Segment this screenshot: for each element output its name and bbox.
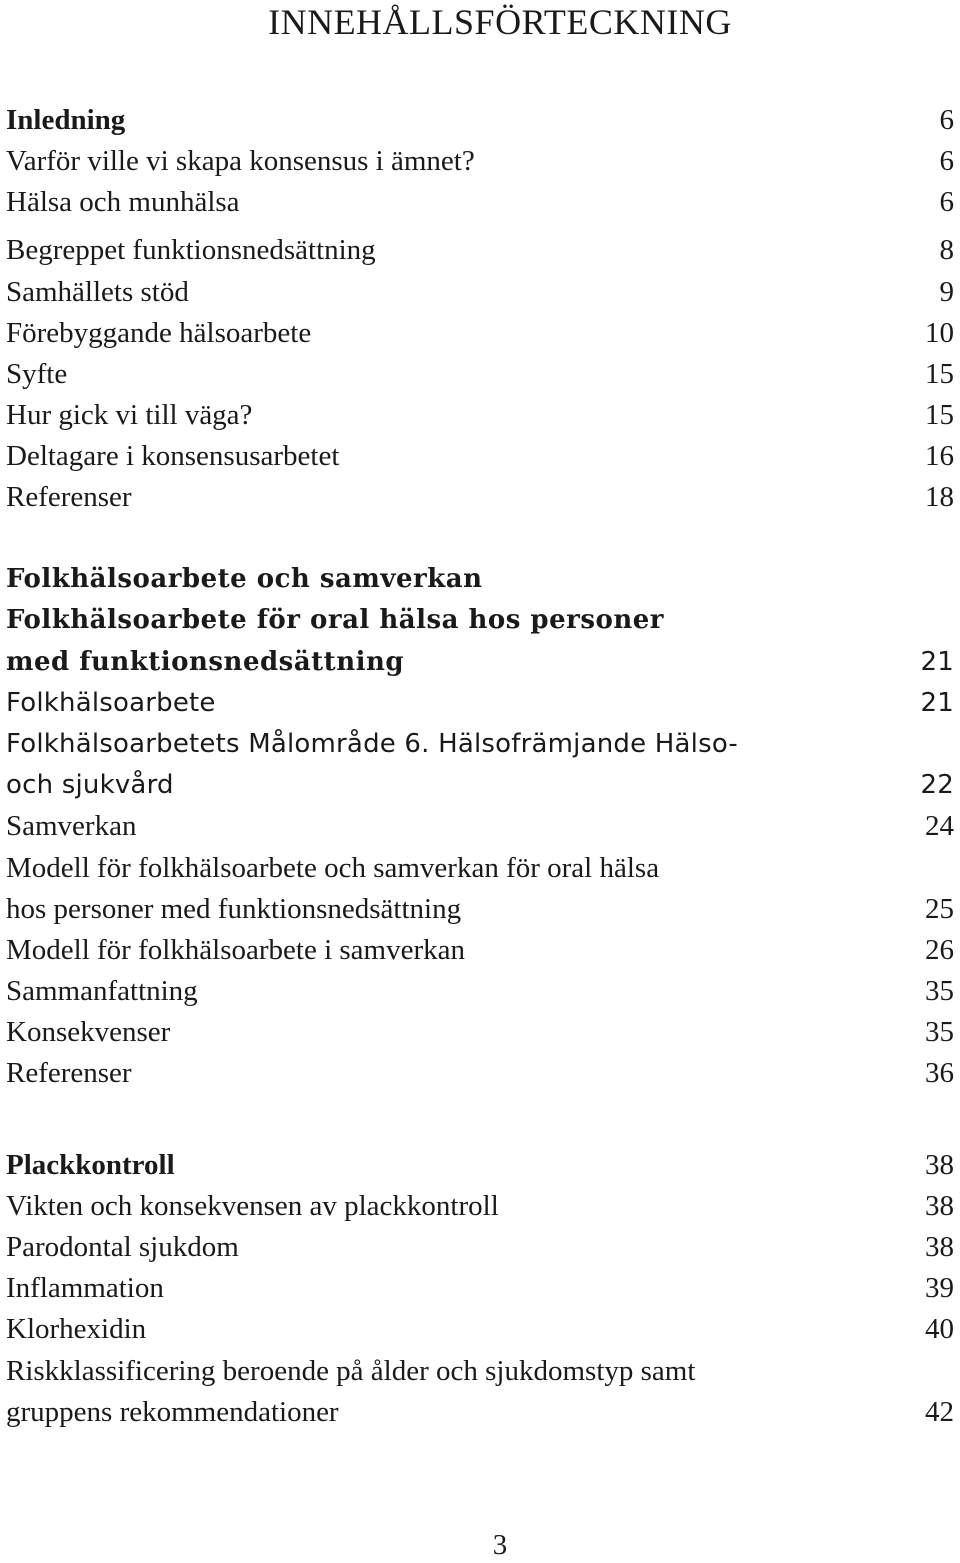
toc-entry-page: 15 bbox=[925, 399, 954, 431]
toc-entry-label: hos personer med funktionsnedsättning bbox=[6, 893, 462, 925]
toc-entry-label: Hur gick vi till väga? bbox=[6, 399, 253, 431]
toc-entry[interactable] bbox=[6, 930, 954, 971]
toc-entry-page: 6 bbox=[939, 145, 954, 177]
toc-entry-label: Samverkan bbox=[6, 810, 137, 842]
toc-entry-page: 26 bbox=[925, 934, 954, 966]
toc-entry-label: Hälsa och munhälsa bbox=[6, 186, 240, 218]
toc-entry-page: 9 bbox=[939, 276, 954, 308]
toc-entry[interactable] bbox=[6, 182, 954, 223]
toc-entry[interactable] bbox=[6, 313, 954, 354]
toc-entry-label: Vikten och konsekvensen av plackkontroll bbox=[6, 1190, 499, 1222]
toc-entry[interactable] bbox=[6, 1145, 954, 1186]
toc-entry[interactable] bbox=[6, 642, 954, 683]
toc-entry[interactable] bbox=[6, 1268, 954, 1309]
toc-entry[interactable] bbox=[6, 1053, 954, 1094]
toc-entry[interactable] bbox=[6, 806, 954, 847]
toc-entry-page: 24 bbox=[925, 810, 954, 842]
toc-entry[interactable] bbox=[6, 848, 954, 889]
toc-entry[interactable] bbox=[6, 1392, 954, 1433]
toc-entry[interactable] bbox=[6, 272, 954, 313]
page-number: 3 bbox=[492, 1529, 508, 1561]
toc-entry-label: Klorhexidin bbox=[6, 1313, 147, 1345]
toc-entry[interactable] bbox=[6, 1351, 954, 1392]
toc-entry-label: Folkhälsoarbetets Målområde 6. Hälsofrämjande Hälso- bbox=[6, 729, 738, 759]
toc-entry[interactable] bbox=[6, 1012, 954, 1053]
toc-entry[interactable] bbox=[6, 230, 954, 271]
toc-entry[interactable] bbox=[6, 1186, 954, 1227]
toc-entry-page: 25 bbox=[925, 893, 954, 925]
toc-entry-label: Referenser bbox=[6, 1057, 132, 1089]
toc-entry-label: Förebyggande hälsoarbete bbox=[6, 317, 312, 349]
toc-entry[interactable] bbox=[6, 683, 954, 724]
toc-entry-label: Varför ville vi skapa konsensus i ämnet? bbox=[6, 145, 475, 177]
toc-entry-label: Plackkontroll bbox=[6, 1149, 175, 1181]
toc-entry-page: 35 bbox=[925, 1016, 954, 1048]
toc-entry[interactable] bbox=[6, 354, 954, 395]
toc-entry-page: 6 bbox=[939, 186, 954, 218]
toc-entry-page: 21 bbox=[920, 688, 954, 718]
toc-entry-label: Modell för folkhälsoarbete i samverkan bbox=[6, 934, 466, 966]
toc-entry-page: 38 bbox=[925, 1149, 954, 1181]
toc-entry-label: med funktionsnedsättning bbox=[6, 647, 405, 677]
toc-entry-page: 10 bbox=[925, 317, 954, 349]
toc-entry-label: Folkhälsoarbete för oral hälsa hos personer bbox=[6, 605, 664, 635]
toc-entry[interactable] bbox=[6, 1227, 954, 1268]
toc-entry[interactable] bbox=[6, 1309, 954, 1350]
toc-entry-page: 39 bbox=[925, 1272, 954, 1304]
toc-entry-page: 16 bbox=[925, 440, 954, 472]
toc-entry-page: 36 bbox=[925, 1057, 954, 1089]
toc-entry-page: 15 bbox=[925, 358, 954, 390]
toc-entry[interactable] bbox=[6, 971, 954, 1012]
toc-entry-label: Referenser bbox=[6, 481, 132, 513]
toc-entry-label: gruppens rekommendationer bbox=[6, 1396, 339, 1428]
toc-entry-page: 42 bbox=[925, 1396, 954, 1428]
page-title: INNEHÅLLSFÖRTECKNING bbox=[268, 2, 732, 42]
toc-entry-page: 21 bbox=[920, 647, 954, 677]
toc-entry-page: 38 bbox=[925, 1190, 954, 1222]
toc-entry-label: Riskklassificering beroende på ålder och sjukdomstyp samt bbox=[6, 1355, 696, 1387]
toc-entry[interactable] bbox=[6, 724, 954, 765]
toc-entry[interactable] bbox=[6, 141, 954, 182]
toc-entry-label: Samhällets stöd bbox=[6, 276, 189, 308]
toc-entry[interactable] bbox=[6, 100, 954, 141]
toc-entry[interactable] bbox=[6, 600, 954, 641]
toc-entry[interactable] bbox=[6, 436, 954, 477]
toc-entry-label: Inledning bbox=[6, 104, 126, 136]
toc-entry-page: 40 bbox=[925, 1313, 954, 1345]
toc-entry-page: 35 bbox=[925, 975, 954, 1007]
toc-entry[interactable] bbox=[6, 395, 954, 436]
toc-entry-label: Parodontal sjukdom bbox=[6, 1231, 239, 1263]
toc-entry-label: Sammanfattning bbox=[6, 975, 198, 1007]
toc-entry-label: Inflammation bbox=[6, 1272, 164, 1304]
toc-entry-label: Folkhälsoarbete bbox=[6, 688, 216, 718]
toc-entry-label: Begreppet funktionsnedsättning bbox=[6, 234, 376, 266]
toc-entry-page: 38 bbox=[925, 1231, 954, 1263]
toc-entry-page: 18 bbox=[925, 481, 954, 513]
toc-entry[interactable] bbox=[6, 765, 954, 806]
toc-entry-label: Syfte bbox=[6, 358, 68, 390]
toc-entry[interactable] bbox=[6, 559, 954, 600]
toc-entry-page: 6 bbox=[939, 104, 954, 136]
toc-entry[interactable] bbox=[6, 889, 954, 930]
toc-entry-label: Modell för folkhälsoarbete och samverkan för oral hälsa bbox=[6, 852, 660, 884]
toc-entry-label: Deltagare i konsensusarbetet bbox=[6, 440, 340, 472]
toc-entry-label: och sjukvård bbox=[6, 770, 174, 800]
toc-entry-page: 8 bbox=[939, 234, 954, 266]
toc-entry-page: 22 bbox=[920, 770, 954, 800]
toc-entry[interactable] bbox=[6, 477, 954, 518]
toc-entry-label: Folkhälsoarbete och samverkan bbox=[6, 564, 483, 594]
toc-entry-label: Konsekvenser bbox=[6, 1016, 171, 1048]
